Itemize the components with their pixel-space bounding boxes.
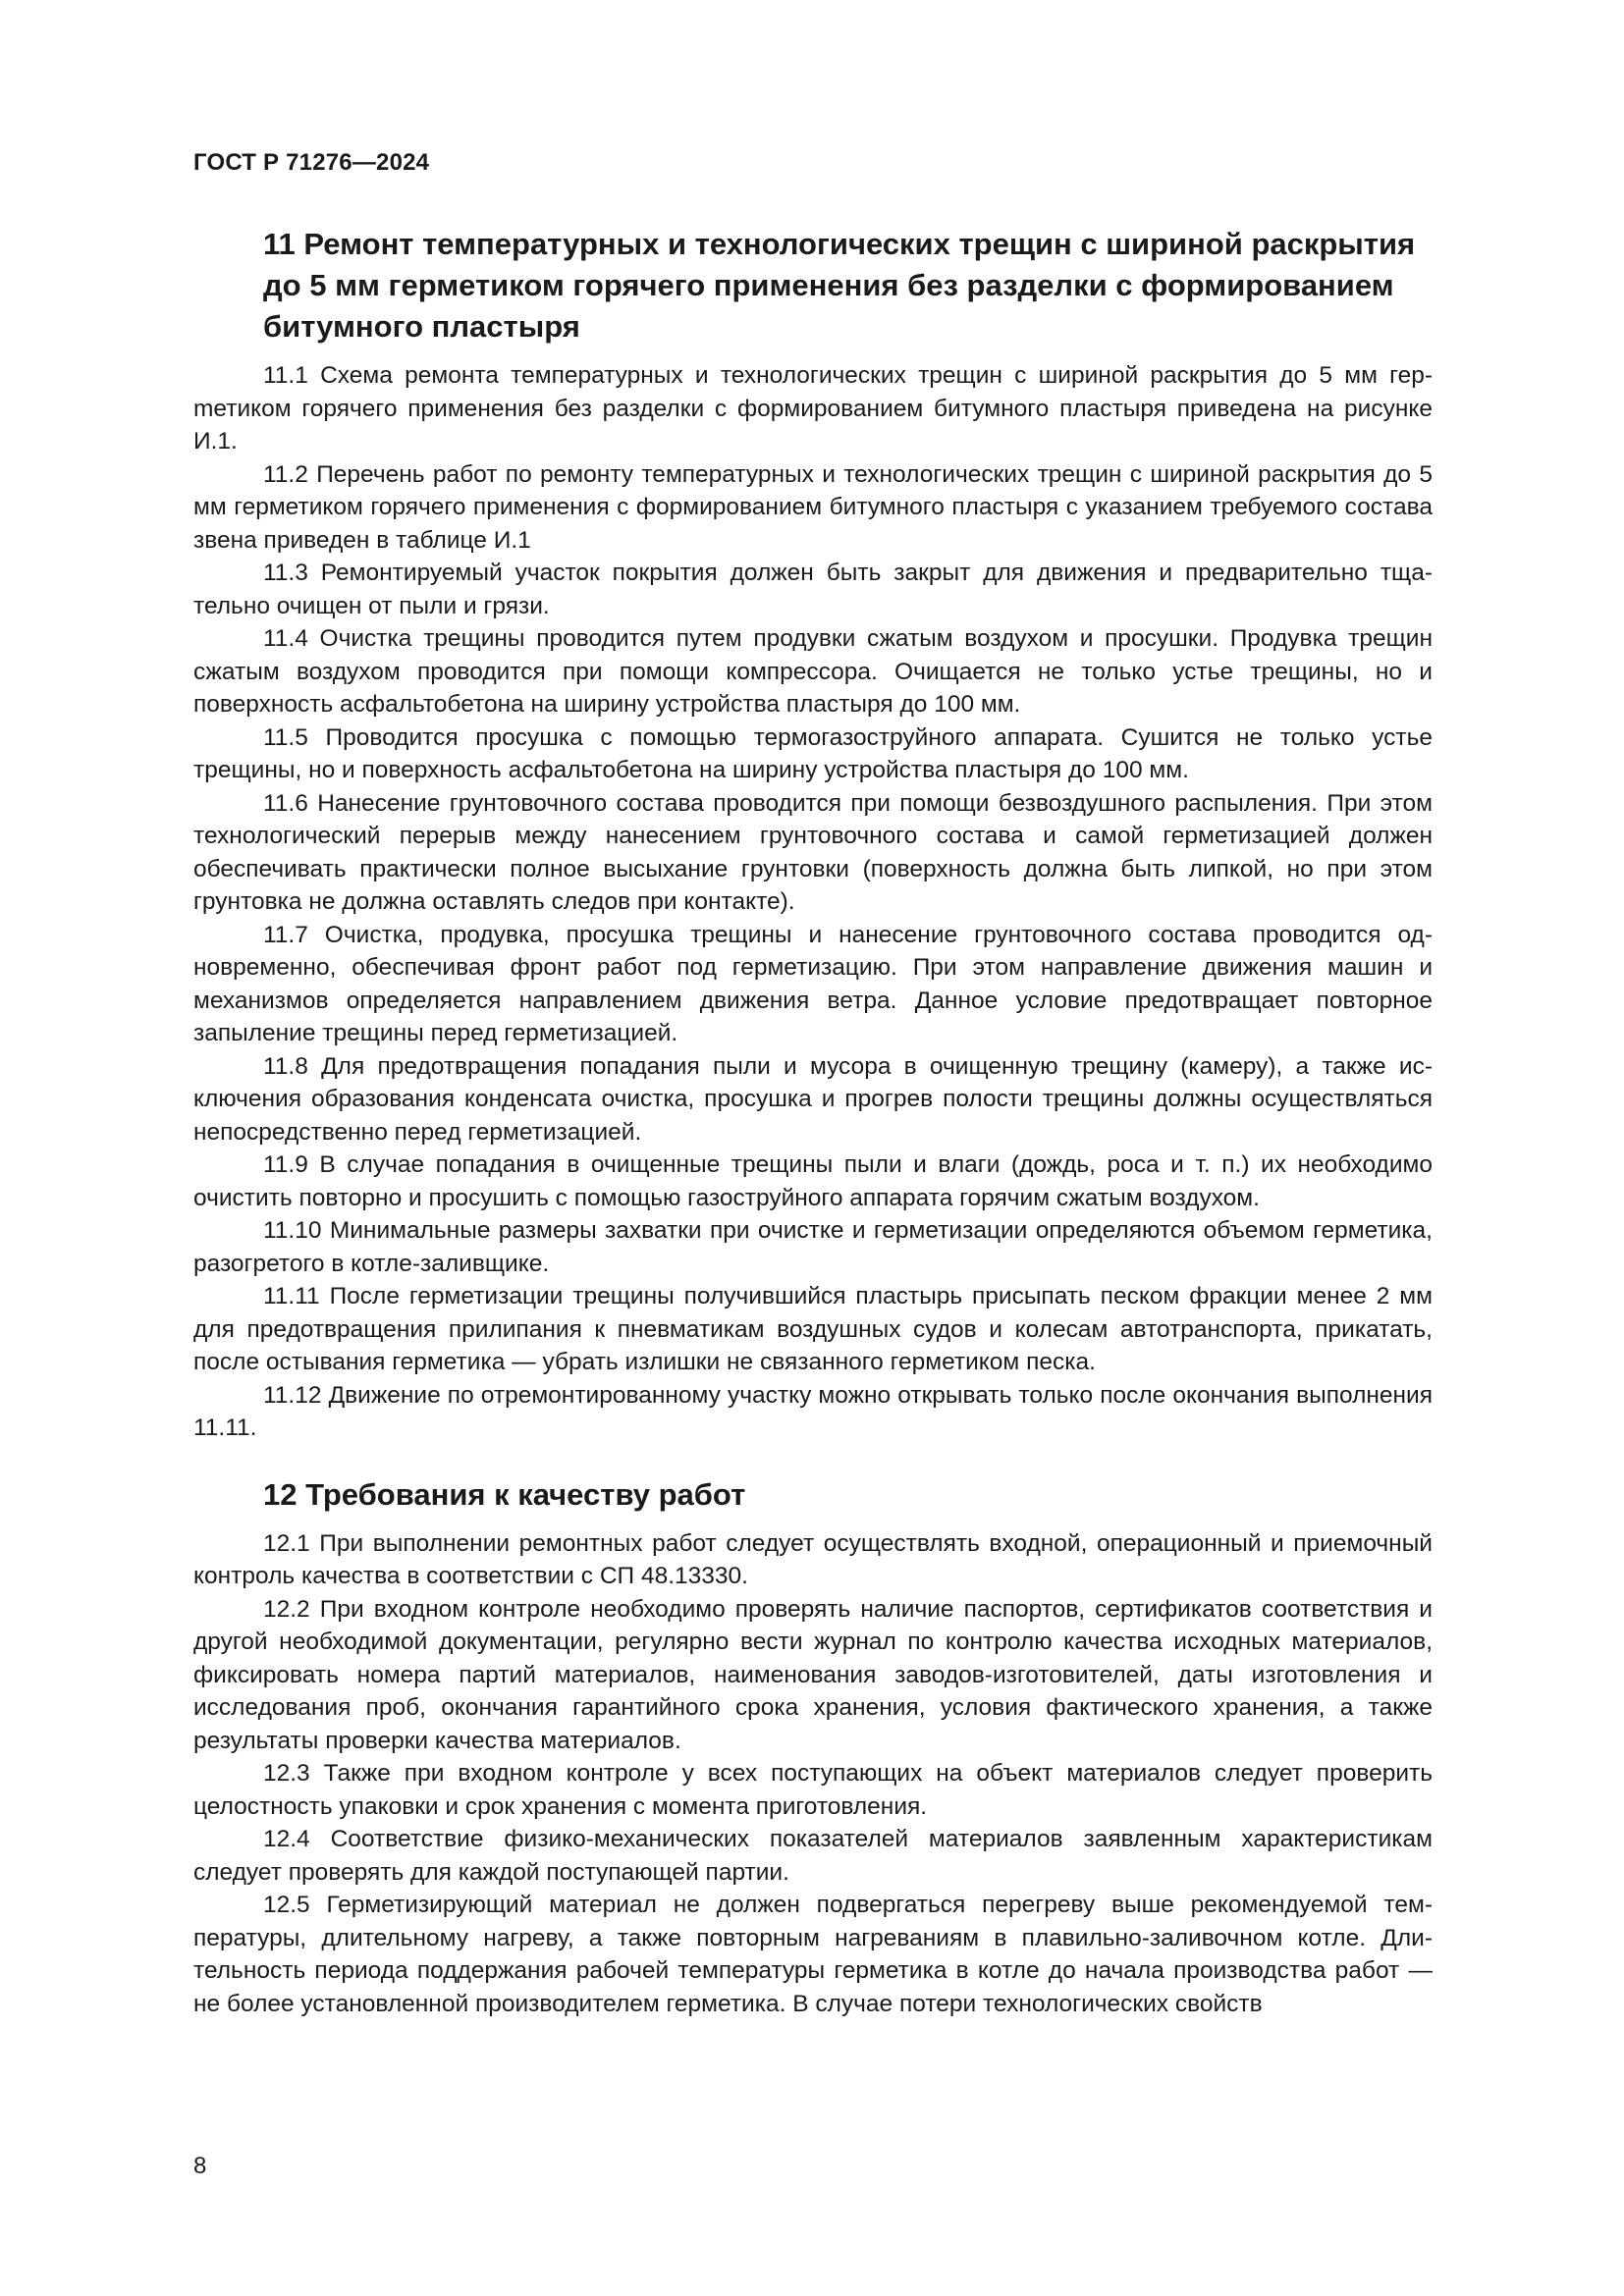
- paragraph-12-4: 12.4 Соответствие физико-механических показателей материалов заявленным характеристикам следует проверять для каждой поступающей партии.: [193, 1826, 1433, 1886]
- section-title: 11 Ремонт температурных и технологических трещин с шириной раскрытия до 5 мм герметиком горячего применения без разделки с формированием битумного пластыря: [263, 227, 1416, 344]
- section-12: [193, 1474, 1433, 2021]
- paragraph-11-3: 11.3 Ремонтируемый участок покрытия должен быть закрыт для движения и предварительно тщательно очищен от пыли и грязи.: [193, 560, 1433, 619]
- section-11: [193, 224, 1433, 1445]
- document-id-header: ГОСТ Р 71276—2024: [193, 149, 430, 176]
- paragraph-12-1: 12.1 При выполнении ремонтных работ следует осуществлять входной, операционный и приемочный контроль качества в соответствии с СП 48.13330.: [193, 1529, 1433, 1589]
- page-content: [193, 224, 1433, 2020]
- paragraph-11-6: 11.6 Нанесение грунтовочного состава проводится при помощи безвоздушного распыления. При этом технологический перерыв между нанесением грунтовочного состава и самой герметизацией должен обеспечивать практически полное высыхание грунтовки (поверхность должна быть липкой, но при этом грунтовка не должна оставлять следов при контакте).: [193, 789, 1433, 915]
- paragraph-11-10: 11.10 Минимальные размеры захватки при очистке и герметизации определяются объемом герметика, разогретого в котле-заливщике.: [193, 1217, 1433, 1277]
- paragraph-12-5: 12.5 Герметизирующий материал не должен подвергаться перегреву выше рекомендуемой температуры, длительному нагреву, а также повторным нагреваниям в плавильно-заливочном котле. Длительность периода поддержания рабочей температуры герметика в котле до начала производства работ — не более установленной производителем герметика. В случае потери технологических свойств: [193, 1892, 1433, 2017]
- paragraph-11-9: 11.9 В случае попадания в очищенные трещины пыли и влаги (дождь, роса и т. п.) их необходимо очистить повторно и просушить с помощью газоструйного аппарата горячим сжатым воздухом.: [193, 1151, 1433, 1211]
- paragraph-12-3: 12.3 Также при входном контроле у всех поступающих на объект материалов следует проверить целостность упаковки и срок хранения с момента приготовления.: [193, 1760, 1433, 1820]
- paragraph-11-5: 11.5 Проводится просушка с помощью термогазоструйного аппарата. Сушится не только устье трещины, но и поверхность асфальтобетона на ширину устройства пластыря до 100 мм.: [193, 723, 1433, 783]
- page-number: 8: [193, 2153, 207, 2179]
- paragraph-11-4: 11.4 Очистка трещины проводится путем продувки сжатым воздухом и просушки. Продувка трещин сжатым воздухом проводится при помощи компрессора. Очищается не только устье трещины, но и поверхность асфальтобетона на ширину устройства пластыря до 100 мм.: [193, 625, 1433, 718]
- paragraph-11-8: 11.8 Для предотвращения попадания пыли и мусора в очищенную трещину (камеру), а также исключения образования конденсата очистка, просушка и прогрев полости трещины должны осуществляться непосредственно перед герметизацией.: [193, 1052, 1433, 1146]
- paragraph-11-2: 11.2 Перечень работ по ремонту температурных и технологических трещин с шириной раскрытия до 5 мм герметиком горячего применения с формированием битумного пластыря с указанием требуемого состава звена приведен в таблице И.1: [193, 460, 1433, 554]
- paragraph-11-1: 11.1 Схема ремонта температурных и технологических трещин с шириной раскрытия до 5 мм герmетиком горячего применения без разделки с формированием битумного пластыря приведена на рисунке И.1.: [193, 362, 1433, 454]
- paragraph-11-12: 11.12 Движение по отремонтированному участку можно открывать только после окончания выполнения 11.11.: [193, 1381, 1433, 1441]
- paragraph-12-2: 12.2 При входном контроле необходимо проверять наличие паспортов, сертификатов соответствия и другой необходимой документации, регулярно вести журнал по контролю качества исходных материалов, фиксировать номера партий материалов, наименования заводов-изготовителей, даты изготовления и исследования проб, окончания гарантийного срока хранения, условия фактического хранения, а также результаты проверки качества материалов.: [193, 1595, 1433, 1754]
- section-title: 12 Требования к качеству работ: [263, 1476, 746, 1512]
- paragraph-11-7: 11.7 Очистка, продувка, просушка трещины и нанесение грунтовочного состава проводится одновременно, обеспечивая фронт работ под герметизацию. При этом направление движения машин и механизмов определяется направлением движения ветра. Данное условие предотвращает повторное запыление трещины перед герметизацией.: [193, 921, 1433, 1046]
- paragraph-11-11: 11.11 После герметизации трещины получившийся пластырь присыпать песком фракции менее 2 мм для предотвращения прилипания к пневматикам воздушных судов и колесам автотранспорта, прикатать, после остывания герметика — убрать излишки не связанного герметиком песка.: [193, 1283, 1433, 1375]
